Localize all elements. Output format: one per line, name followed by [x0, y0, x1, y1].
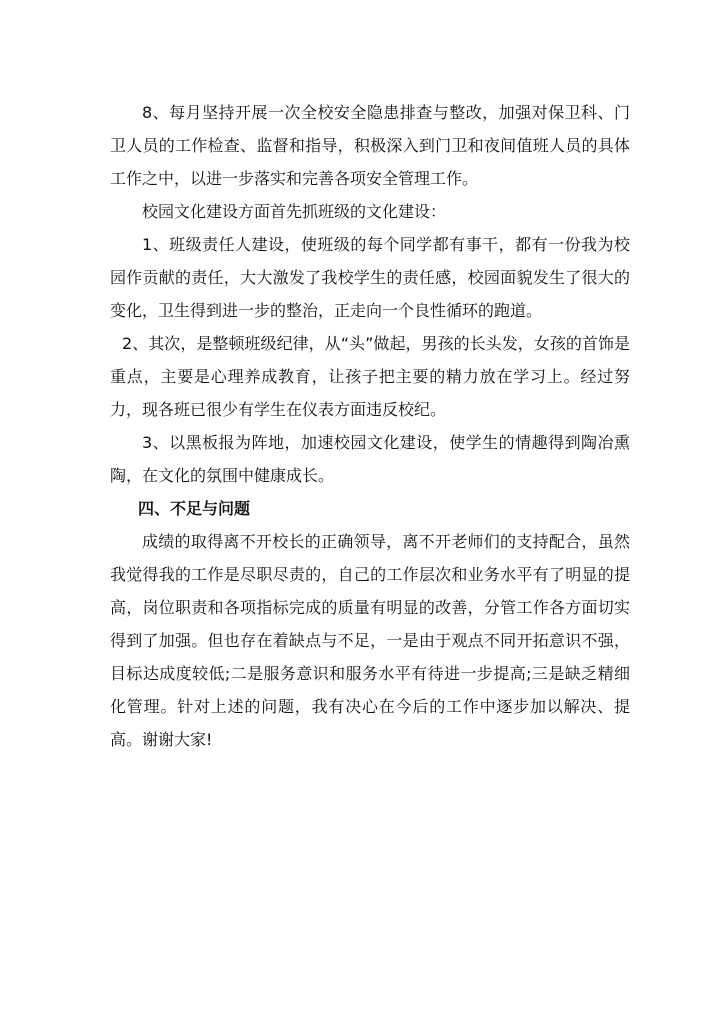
paragraph-class-responsibility: 1、班级责任人建设，使班级的每个同学都有事干，都有一份我为校园作贡献的责任，大大激发了我校学生的责任感，校园面貌发生了很大的变化，卫生得到进一步的整治，正走向一个良性循环的跑道。: [110, 235, 630, 320]
paragraph-culture-intro: 校园文化建设方面首先抓班级的文化建设：: [142, 202, 447, 221]
paragraph-blackboard: 3、以黑板报为阵地，加速校园文化建设，使学生的情趣得到陶冶熏陶，在文化的氛围中健康成长。: [110, 433, 630, 485]
paragraph-class-discipline: 2、其次，是整顿班级纪律，从“头”做起，男孩的长头发，女孩的首饰是重点，主要是心理养成教育，让孩子把主要的精力放在学习上。经过努力，现各班已很少有学生在仪表方面违反校纪。: [110, 334, 630, 419]
document-body: [110, 96, 630, 756]
paragraph-closing: 成绩的取得离不开校长的正确领导，离不开老师们的支持配合，虽然我觉得我的工作是尽职尽责的，自己的工作层次和业务水平有了明显的提高，岗位职责和各项指标完成的质量有明显的改善，分管工作各方面切实得到了加强。但也存在着缺点与不足，一是由于观点不同开拓意识不强，目标达成度较低;二是服务意识和服务水平有待进一步提高;三是缺乏精细化管理。针对上述的问题，我有决心在今后的工作中逐步加以解决、提高。谢谢大家!: [110, 532, 630, 749]
section-heading: 四、不足与问题: [138, 499, 251, 518]
paragraph-safety-inspection: 8、每月坚持开展一次全校安全隐患排查与整改，加强对保卫科、门卫人员的工作检查、监督和指导，积极深入到门卫和夜间值班人员的具体工作之中，以进一步落实和完善各项安全管理工作。: [110, 103, 630, 188]
